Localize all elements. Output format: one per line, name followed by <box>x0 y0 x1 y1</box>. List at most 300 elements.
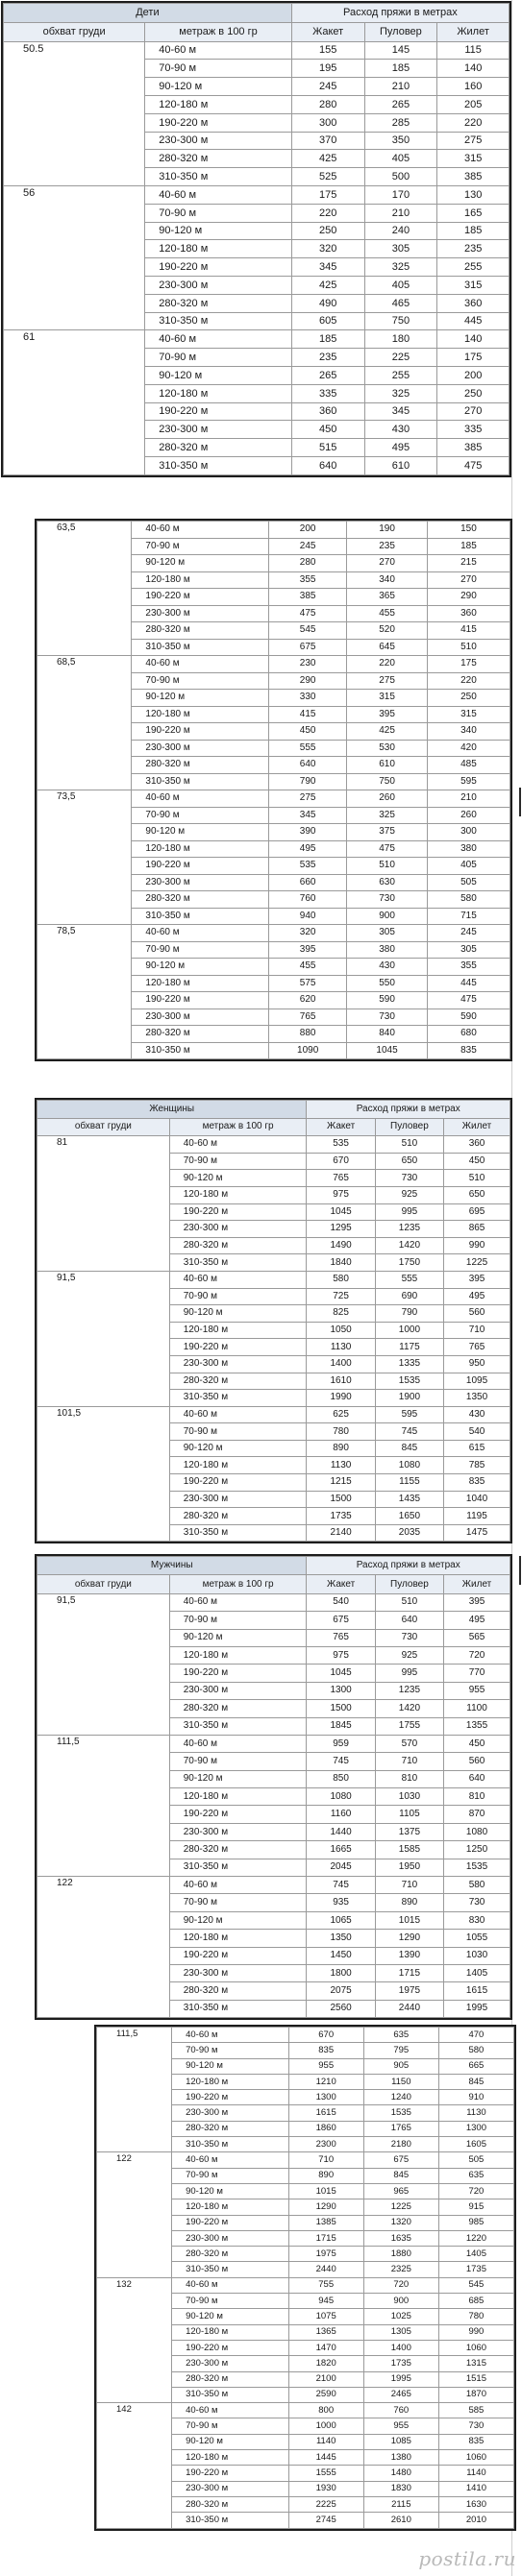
pullover-cell: 325 <box>364 258 437 277</box>
pullover-header: Пуловер <box>375 1575 443 1593</box>
vest-cell: 340 <box>427 723 510 741</box>
vest-cell: 140 <box>437 60 510 78</box>
vest-cell: 495 <box>444 1288 510 1305</box>
meterage-cell: 190-220 м <box>145 402 292 421</box>
meterage-cell: 120-180 м <box>172 2324 289 2340</box>
meterage-cell: 310-350 м <box>172 2137 289 2152</box>
pullover-cell: 1085 <box>363 2434 438 2449</box>
pullover-cell: 1030 <box>375 1788 443 1806</box>
vest-cell: 450 <box>444 1735 510 1752</box>
table-row <box>37 1136 510 1154</box>
jacket-cell: 1045 <box>307 1665 375 1682</box>
vest-cell: 300 <box>427 824 510 841</box>
meterage-cell: 120-180 м <box>169 1322 307 1339</box>
pullover-cell: 430 <box>347 959 428 976</box>
chest-size-cell: 81 <box>37 1136 170 1272</box>
pullover-cell: 380 <box>347 941 428 959</box>
meterage-cell: 120-180 м <box>172 2199 289 2215</box>
meterage-cell: 90-120 м <box>169 1911 307 1929</box>
meterage-cell: 310-350 м <box>132 908 269 925</box>
vest-cell: 580 <box>438 2043 513 2058</box>
pullover-cell: 635 <box>363 2028 438 2043</box>
meterage-cell: 120-180 м <box>132 706 269 723</box>
pullover-cell: 1015 <box>375 1911 443 1929</box>
vest-cell: 1095 <box>444 1373 510 1390</box>
pullover-cell: 1235 <box>375 1682 443 1699</box>
jacket-cell: 1160 <box>307 1806 375 1823</box>
vest-cell: 695 <box>444 1203 510 1221</box>
pullover-cell: 955 <box>363 2418 438 2434</box>
meterage-cell: 280-320 м <box>172 2121 289 2136</box>
pullover-cell: 345 <box>364 402 437 421</box>
jacket-cell: 890 <box>307 1440 375 1457</box>
jacket-cell: 755 <box>288 2277 363 2293</box>
jacket-cell: 1385 <box>288 2215 363 2230</box>
pullover-cell: 730 <box>347 891 428 909</box>
vest-cell: 385 <box>437 168 510 186</box>
jacket-cell: 825 <box>307 1305 375 1323</box>
jacket-cell: 940 <box>269 908 347 925</box>
jacket-cell: 1820 <box>288 2356 363 2371</box>
meterage-cell: 190-220 м <box>172 2340 289 2355</box>
vest-cell: 1130 <box>438 2105 513 2121</box>
meterage-cell: 40-60 м <box>169 1593 307 1611</box>
jacket-cell: 535 <box>307 1136 375 1154</box>
pullover-cell: 1975 <box>375 1982 443 2000</box>
meterage-cell: 70-90 м <box>132 672 269 690</box>
chest-size-cell: 68,5 <box>37 656 132 790</box>
jacket-cell: 195 <box>291 60 364 78</box>
pullover-cell: 340 <box>347 571 428 589</box>
jacket-cell: 1130 <box>307 1457 375 1474</box>
jacket-cell: 360 <box>291 402 364 421</box>
meterage-cell: 280-320 м <box>172 2371 289 2387</box>
vest-cell: 845 <box>438 2074 513 2089</box>
header-row-top <box>4 4 510 23</box>
meterage-cell: 40-60 м <box>145 185 292 204</box>
vest-cell: 245 <box>427 925 510 942</box>
meterage-cell: 70-90 м <box>172 2418 289 2434</box>
pullover-cell: 1155 <box>375 1474 443 1492</box>
vest-cell: 415 <box>427 622 510 640</box>
vest-cell: 355 <box>427 959 510 976</box>
vest-cell: 160 <box>437 78 510 96</box>
vest-cell: 475 <box>437 456 510 474</box>
meterage-cell: 280-320 м <box>132 1026 269 1043</box>
pullover-cell: 395 <box>347 706 428 723</box>
vest-cell: 580 <box>427 891 510 909</box>
vest-cell: 270 <box>427 571 510 589</box>
pullover-cell: 1715 <box>375 1964 443 1981</box>
vest-cell: 1515 <box>438 2371 513 2387</box>
meterage-cell: 120-180 м <box>145 240 292 258</box>
vest-cell: 1250 <box>444 1841 510 1859</box>
jacket-cell: 675 <box>269 639 347 656</box>
vest-cell: 580 <box>444 1877 510 1894</box>
pullover-cell: 1435 <box>375 1491 443 1508</box>
pullover-cell: 185 <box>364 60 437 78</box>
header-row-columns <box>37 1575 510 1593</box>
table-row <box>4 41 510 60</box>
meterage-cell: 190-220 м <box>172 2090 289 2105</box>
meterage-cell: 230-300 м <box>169 1682 307 1699</box>
meterage-cell: 40-60 м <box>172 2403 289 2418</box>
pullover-cell: 645 <box>347 639 428 656</box>
jacket-cell: 185 <box>291 330 364 349</box>
pullover-cell: 1175 <box>375 1339 443 1356</box>
pullover-cell: 965 <box>363 2183 438 2199</box>
vest-cell: 215 <box>427 555 510 572</box>
pullover-cell: 1320 <box>363 2215 438 2230</box>
header-row-top <box>37 1101 510 1119</box>
jacket-cell: 880 <box>269 1026 347 1043</box>
vest-cell: 1350 <box>444 1390 510 1407</box>
pullover-cell: 405 <box>364 150 437 168</box>
jacket-cell: 1090 <box>269 1042 347 1059</box>
vest-cell: 870 <box>444 1806 510 1823</box>
pullover-cell: 595 <box>375 1406 443 1423</box>
pullover-cell: 190 <box>347 522 428 539</box>
pullover-cell: 510 <box>375 1136 443 1154</box>
jacket-cell: 245 <box>291 78 364 96</box>
jacket-cell: 425 <box>291 276 364 294</box>
meterage-cell: 280-320 м <box>172 2247 289 2262</box>
vest-cell: 495 <box>444 1612 510 1629</box>
vest-cell: 420 <box>427 740 510 757</box>
jacket-cell: 835 <box>288 2043 363 2058</box>
pullover-cell: 845 <box>375 1440 443 1457</box>
jacket-cell: 535 <box>269 858 347 875</box>
meterage-cell: 90-120 м <box>132 824 269 841</box>
vest-cell: 305 <box>427 941 510 959</box>
table-row <box>97 2277 514 2293</box>
vest-header: Жилет <box>444 1118 510 1136</box>
chest-size-cell: 101,5 <box>37 1406 170 1542</box>
vest-cell: 545 <box>438 2277 513 2293</box>
meterage-cell: 120-180 м <box>169 1457 307 1474</box>
jacket-cell: 220 <box>291 204 364 222</box>
vest-cell: 765 <box>444 1339 510 1356</box>
jacket-cell: 385 <box>269 589 347 606</box>
pullover-cell: 1000 <box>375 1322 443 1339</box>
pullover-cell: 145 <box>364 41 437 60</box>
chest-size-cell: 122 <box>37 1877 170 2018</box>
jacket-cell: 345 <box>291 258 364 277</box>
meterage-cell: 70-90 м <box>132 941 269 959</box>
vest-cell: 1355 <box>444 1717 510 1735</box>
vest-cell: 985 <box>438 2215 513 2230</box>
vest-cell: 1870 <box>438 2387 513 2402</box>
vest-cell: 835 <box>427 1042 510 1059</box>
jacket-cell: 275 <box>269 790 347 808</box>
jacket-cell: 945 <box>288 2294 363 2309</box>
vest-cell: 430 <box>444 1406 510 1423</box>
pullover-cell: 1735 <box>363 2356 438 2371</box>
meterage-cell: 70-90 м <box>145 349 292 367</box>
vest-cell: 1080 <box>444 1823 510 1840</box>
meterage-cell: 310-350 м <box>132 639 269 656</box>
pullover-cell: 610 <box>364 456 437 474</box>
meterage-cell: 40-60 м <box>132 790 269 808</box>
chest-size-cell: 132 <box>97 2277 172 2402</box>
jacket-cell: 765 <box>269 1009 347 1026</box>
vest-cell: 540 <box>444 1423 510 1441</box>
jacket-cell: 850 <box>307 1770 375 1787</box>
jacket-cell: 1015 <box>288 2183 363 2199</box>
jacket-cell: 1450 <box>307 1947 375 1964</box>
vest-cell: 685 <box>438 2294 513 2309</box>
meterage-cell: 40-60 м <box>132 656 269 673</box>
vest-cell: 990 <box>444 1237 510 1254</box>
pullover-cell: 2325 <box>363 2262 438 2277</box>
vest-cell: 720 <box>438 2183 513 2199</box>
meterage-cell: 190-220 м <box>169 1806 307 1823</box>
jacket-cell: 1080 <box>307 1788 375 1806</box>
meterage-cell: 190-220 м <box>145 113 292 132</box>
meterage-cell: 280-320 м <box>145 150 292 168</box>
meterage-cell: 90-120 м <box>172 2058 289 2074</box>
jacket-cell: 555 <box>269 740 347 757</box>
pullover-cell: 890 <box>375 1894 443 1911</box>
jacket-cell: 1440 <box>307 1823 375 1840</box>
jacket-cell: 935 <box>307 1894 375 1911</box>
vest-cell: 1300 <box>438 2121 513 2136</box>
jacket-cell: 335 <box>291 384 364 402</box>
jacket-cell: 1800 <box>307 1964 375 1981</box>
vest-header: Жилет <box>437 22 510 41</box>
pullover-cell: 260 <box>347 790 428 808</box>
vest-cell: 150 <box>427 522 510 539</box>
pullover-cell: 1045 <box>347 1042 428 1059</box>
vest-cell: 175 <box>437 349 510 367</box>
pullover-cell: 1900 <box>375 1390 443 1407</box>
vest-cell: 640 <box>444 1770 510 1787</box>
pullover-cell: 1830 <box>363 2481 438 2496</box>
vest-cell: 910 <box>438 2090 513 2105</box>
vest-cell: 565 <box>444 1629 510 1646</box>
pullover-cell: 925 <box>375 1186 443 1203</box>
table-block-4 <box>94 2025 516 2531</box>
pullover-cell: 1235 <box>375 1221 443 1238</box>
meterage-cell: 310-350 м <box>172 2513 289 2528</box>
meterage-cell: 230-300 м <box>145 421 292 439</box>
meterage-cell: 120-180 м <box>169 1930 307 1947</box>
table-row <box>37 1735 510 1752</box>
meterage-cell: 310-350 м <box>172 2387 289 2402</box>
pullover-cell: 1080 <box>375 1457 443 1474</box>
chest-size-cell: 73,5 <box>37 790 132 925</box>
pullover-cell: 265 <box>364 95 437 113</box>
vest-cell: 650 <box>444 1186 510 1203</box>
jacket-cell: 495 <box>269 840 347 858</box>
jacket-header: Жакет <box>291 22 364 41</box>
vest-cell: 1055 <box>444 1930 510 1947</box>
pullover-cell: 430 <box>364 421 437 439</box>
jacket-cell: 525 <box>291 168 364 186</box>
pullover-cell: 1755 <box>375 1717 443 1735</box>
jacket-cell: 395 <box>269 941 347 959</box>
table-row <box>4 330 510 349</box>
pullover-cell: 495 <box>364 439 437 457</box>
jacket-cell: 890 <box>288 2168 363 2183</box>
vest-cell: 315 <box>427 706 510 723</box>
pullover-header: Пуловер <box>364 22 437 41</box>
jacket-cell: 490 <box>291 294 364 312</box>
table-block-2 <box>35 1098 512 1543</box>
pullover-cell: 1635 <box>363 2230 438 2246</box>
vest-cell: 315 <box>437 276 510 294</box>
pullover-cell: 2115 <box>363 2496 438 2512</box>
pullover-cell: 1585 <box>375 1841 443 1859</box>
jacket-cell: 790 <box>269 773 347 790</box>
pullover-cell: 1765 <box>363 2121 438 2136</box>
vest-cell: 175 <box>427 656 510 673</box>
pullover-header: Пуловер <box>375 1118 443 1136</box>
meterage-header: метраж в 100 гр <box>169 1575 307 1593</box>
meterage-cell: 280-320 м <box>132 757 269 774</box>
jacket-cell: 415 <box>269 706 347 723</box>
meterage-cell: 190-220 м <box>169 1665 307 1682</box>
chest-size-cell: 63,5 <box>37 522 132 656</box>
yarn-table <box>3 3 510 475</box>
vest-cell: 990 <box>438 2324 513 2340</box>
meterage-cell: 230-300 м <box>169 1355 307 1373</box>
vest-cell: 290 <box>427 589 510 606</box>
vest-header: Жилет <box>444 1575 510 1593</box>
pullover-cell: 1535 <box>375 1373 443 1390</box>
vest-cell: 715 <box>427 908 510 925</box>
vest-cell: 260 <box>427 807 510 824</box>
vest-cell: 680 <box>427 1026 510 1043</box>
vest-cell: 590 <box>427 1009 510 1026</box>
chest-size-cell: 111,5 <box>37 1735 170 1876</box>
jacket-cell: 1130 <box>307 1339 375 1356</box>
meterage-cell: 190-220 м <box>145 258 292 277</box>
category-label: Женщины <box>37 1101 307 1119</box>
meterage-cell: 280-320 м <box>145 294 292 312</box>
vest-cell: 1040 <box>444 1491 510 1508</box>
jacket-cell: 1975 <box>288 2247 363 2262</box>
pullover-cell: 675 <box>363 2152 438 2168</box>
jacket-cell: 2100 <box>288 2371 363 2387</box>
vest-cell: 505 <box>438 2152 513 2168</box>
pullover-cell: 210 <box>364 78 437 96</box>
pullover-cell: 325 <box>364 384 437 402</box>
meterage-cell: 90-120 м <box>145 78 292 96</box>
chest-header: обхват груди <box>37 1575 170 1593</box>
meterage-cell: 90-120 м <box>169 1170 307 1187</box>
vest-cell: 115 <box>437 41 510 60</box>
vest-cell: 560 <box>444 1753 510 1770</box>
jacket-cell: 625 <box>307 1406 375 1423</box>
meterage-cell: 120-180 м <box>145 384 292 402</box>
vest-cell: 1605 <box>438 2137 513 2152</box>
jacket-cell: 200 <box>269 522 347 539</box>
vest-cell: 140 <box>437 330 510 349</box>
vest-cell: 360 <box>437 294 510 312</box>
jacket-cell: 390 <box>269 824 347 841</box>
pullover-cell: 1150 <box>363 2074 438 2089</box>
vest-cell: 1475 <box>444 1524 510 1542</box>
vest-cell: 1410 <box>438 2481 513 2496</box>
pullover-cell: 465 <box>364 294 437 312</box>
vest-cell: 710 <box>444 1322 510 1339</box>
pullover-cell: 220 <box>347 656 428 673</box>
jacket-cell: 370 <box>291 132 364 150</box>
vest-cell: 665 <box>438 2058 513 2074</box>
meterage-cell: 70-90 м <box>169 1423 307 1441</box>
vest-cell: 1060 <box>438 2450 513 2466</box>
jacket-cell: 2045 <box>307 1859 375 1876</box>
pullover-cell: 2180 <box>363 2137 438 2152</box>
meterage-cell: 230-300 м <box>172 2105 289 2121</box>
jacket-cell: 1735 <box>307 1508 375 1525</box>
vest-cell: 1060 <box>438 2340 513 2355</box>
chest-header: обхват груди <box>37 1118 170 1136</box>
vest-cell: 730 <box>438 2418 513 2434</box>
vest-cell: 315 <box>437 150 510 168</box>
jacket-cell: 515 <box>291 439 364 457</box>
pullover-cell: 1025 <box>363 2309 438 2324</box>
jacket-cell: 1400 <box>307 1355 375 1373</box>
vest-cell: 360 <box>427 605 510 622</box>
meterage-cell: 40-60 м <box>145 330 292 349</box>
pullover-cell: 170 <box>364 185 437 204</box>
header-row-columns <box>4 22 510 41</box>
jacket-cell: 1050 <box>307 1322 375 1339</box>
pullover-cell: 1480 <box>363 2466 438 2481</box>
chest-size-cell: 78,5 <box>37 925 132 1059</box>
pullover-cell: 1225 <box>363 2199 438 2215</box>
vest-cell: 165 <box>437 204 510 222</box>
table-row <box>97 2152 514 2168</box>
vest-cell: 250 <box>437 384 510 402</box>
vest-cell: 485 <box>427 757 510 774</box>
jacket-cell: 1075 <box>288 2309 363 2324</box>
meterage-cell: 280-320 м <box>169 1508 307 1525</box>
edge-mark <box>519 788 521 816</box>
meterage-cell: 90-120 м <box>169 1629 307 1646</box>
jacket-cell: 290 <box>269 672 347 690</box>
meterage-cell: 90-120 м <box>132 690 269 707</box>
pullover-cell: 1995 <box>363 2371 438 2387</box>
vest-cell: 205 <box>437 95 510 113</box>
meterage-cell: 190-220 м <box>169 1203 307 1221</box>
pullover-cell: 520 <box>347 622 428 640</box>
pullover-cell: 510 <box>375 1593 443 1611</box>
meterage-cell: 90-120 м <box>145 366 292 384</box>
meterage-cell: 190-220 м <box>169 1474 307 1492</box>
jacket-cell: 1350 <box>307 1930 375 1947</box>
meterage-cell: 70-90 м <box>169 1288 307 1305</box>
vest-cell: 615 <box>444 1440 510 1457</box>
chest-header: обхват груди <box>4 22 145 41</box>
jacket-cell: 760 <box>269 891 347 909</box>
jacket-cell: 280 <box>269 555 347 572</box>
jacket-cell: 540 <box>307 1593 375 1611</box>
pullover-cell: 900 <box>363 2294 438 2309</box>
vest-cell: 1100 <box>444 1700 510 1717</box>
vest-cell: 915 <box>438 2199 513 2215</box>
pullover-cell: 500 <box>364 168 437 186</box>
pullover-cell: 530 <box>347 740 428 757</box>
table-row <box>37 656 510 673</box>
meterage-cell: 40-60 м <box>132 522 269 539</box>
meterage-cell: 70-90 м <box>132 538 269 555</box>
vest-cell: 360 <box>444 1136 510 1154</box>
vest-cell: 720 <box>444 1646 510 1664</box>
jacket-cell: 450 <box>291 421 364 439</box>
